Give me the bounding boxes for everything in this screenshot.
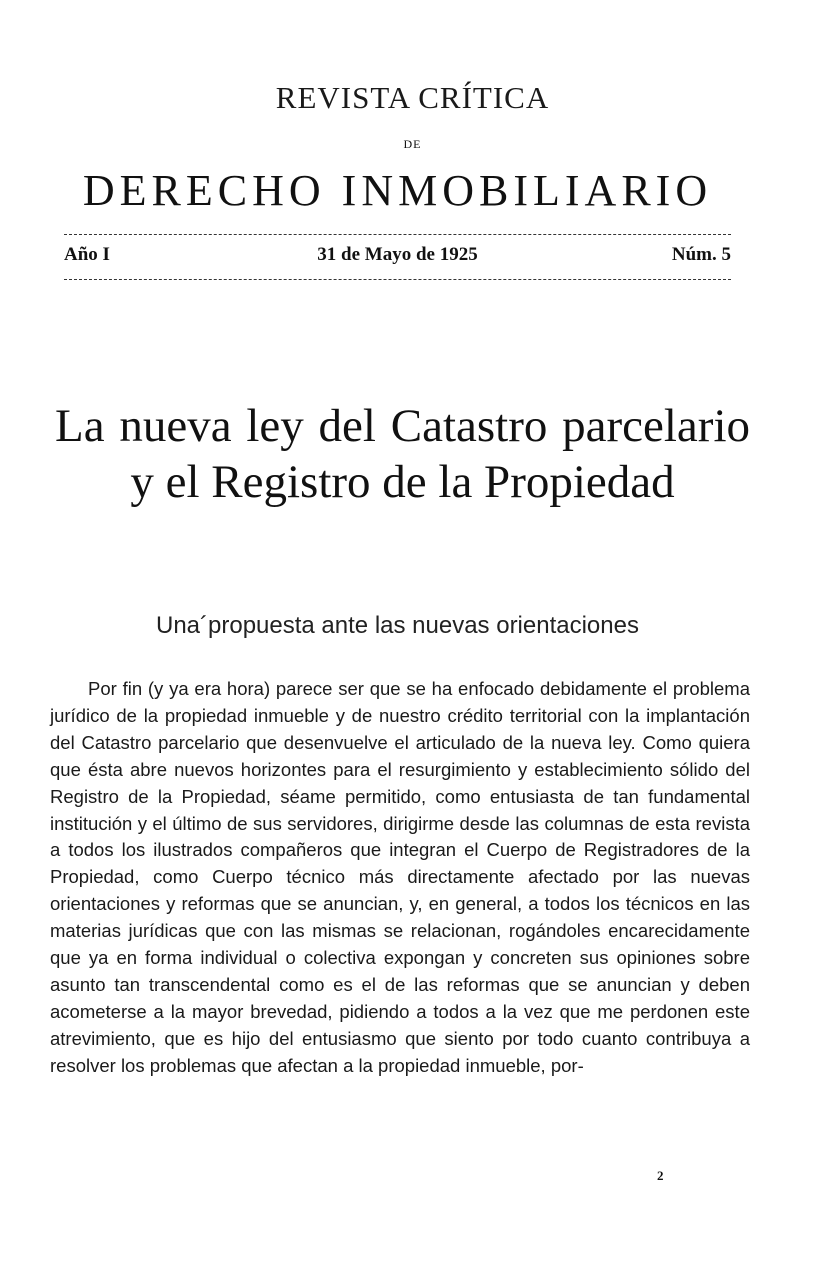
article-title: La nueva ley del Catastro parcelario y el Registro de la Propiedad	[55, 400, 750, 508]
page-number: 2	[657, 1168, 664, 1183]
issue-number: Núm. 5	[671, 244, 731, 265]
bottom-rule	[64, 279, 731, 280]
top-rule	[64, 234, 731, 235]
issue-line	[64, 244, 731, 268]
journal-title-line-3: DERECHO INMOBILIARIO	[82, 166, 713, 215]
issue-year: Año I	[64, 244, 110, 265]
article-subtitle: Una´propuesta ante las nuevas orientaciones	[156, 612, 639, 639]
issue-date: 31 de Mayo de 1925	[317, 244, 478, 265]
article-body: Por fin (y ya era hora) parece ser que se ha enfocado debidamente el problema jurídico de la propiedad inmueble y de nuestro crédito territorial con la implantación del Catastro parcelario que desenvuelve el articulado de la nueva ley. Como quiera que ésta abre nuevos horizontes para el resurgimiento y establecimiento sólido del Registro de la Propiedad, séame permitido, como entusiasta de tan fundamental institución y el último de sus servidores, dirigirme desde las columnas de esta revista a todos los ilustrados compañeros que integran el Cuerpo de Registradores de la Propiedad, como Cuerpo técnico más directamente afectado por las nuevas orientaciones y reformas que se anuncian, y, en general, a todos los técnicos en las materias jurídicas que con las mismas se relacionan, rogándoles encarecidamente que ya en forma individual o colectiva expongan y concreten sus opiniones sobre asunto tan transcendental como es el de las reformas que se anuncian y deben acometerse a la mayor brevedad, pidiendo a todos a la vez que me perdonen este atrevimiento, que es hijo del entusiasmo que siento por todo cuanto contribuya a resolver los problemas que afectan a la propiedad inmueble, por-	[50, 678, 750, 1076]
journal-title-line-1: REVISTA CRÍTICA	[275, 80, 550, 115]
journal-title-line-2: DE	[403, 137, 422, 151]
